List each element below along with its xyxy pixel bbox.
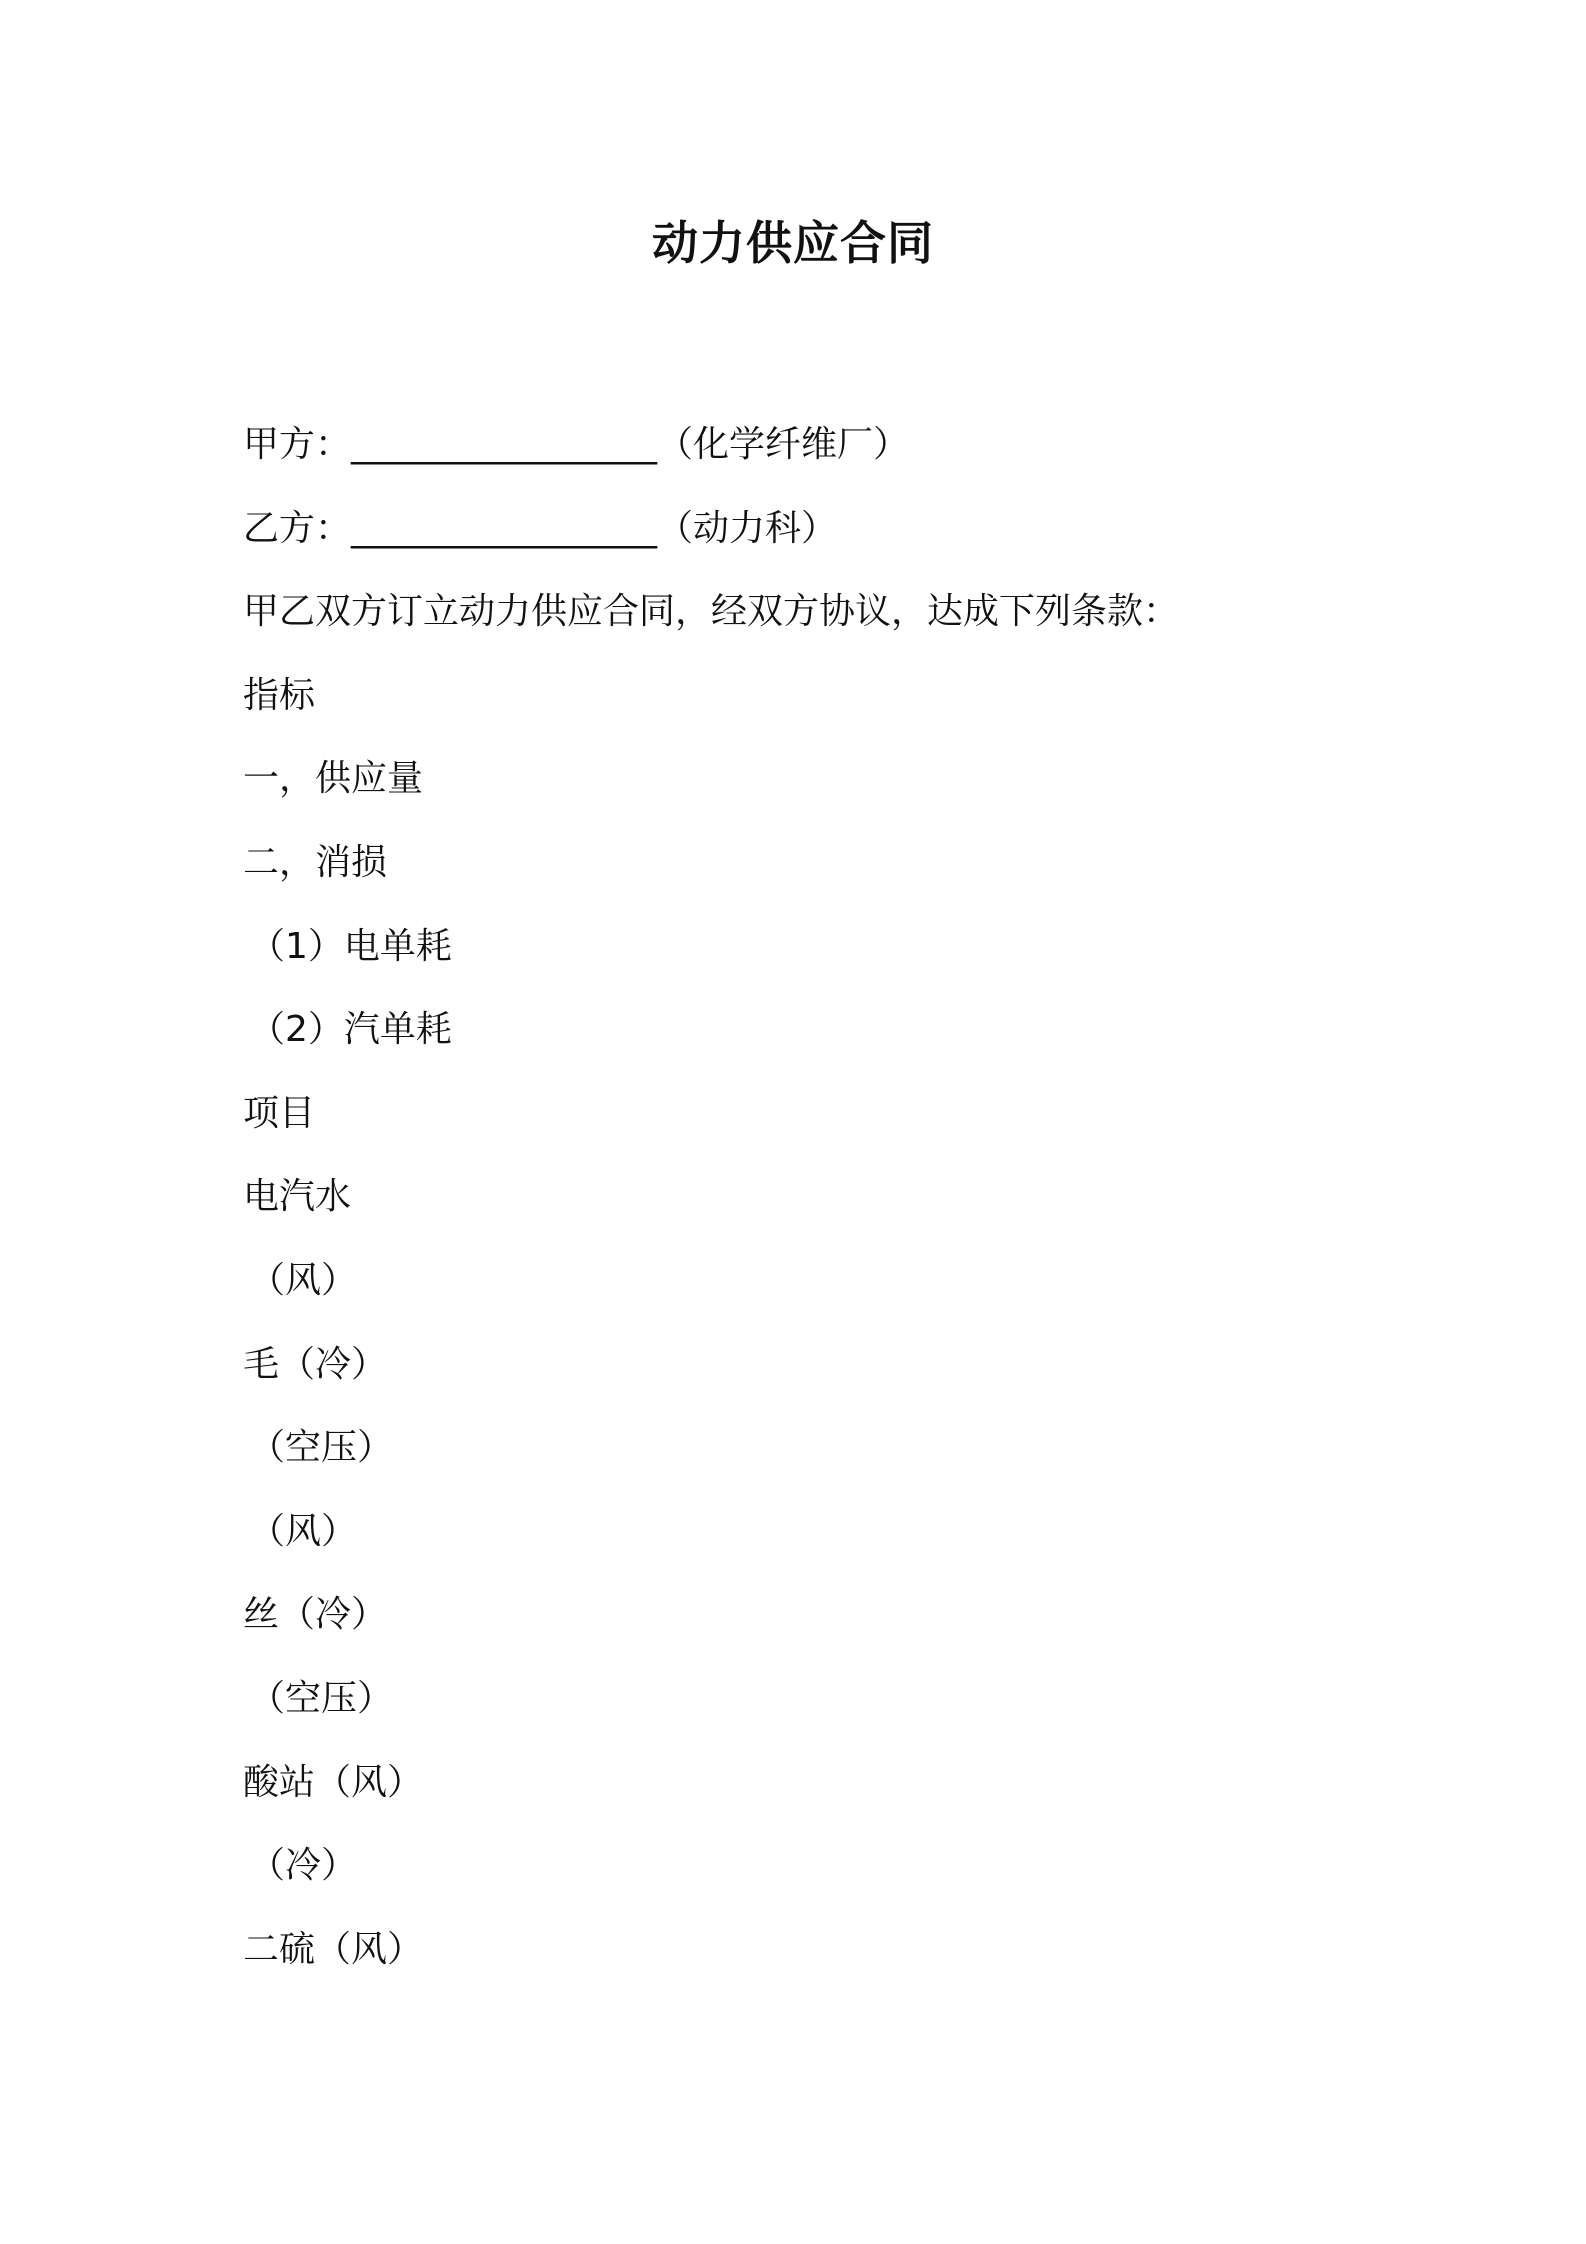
clause-supply-quantity: 一，供应量: [243, 758, 424, 800]
item-wind-2: （风）: [249, 1510, 358, 1552]
item-acid-station-wind: 酸站（风）: [243, 1761, 424, 1803]
party-b-line: 乙方：_________________（动力科）: [243, 507, 838, 549]
item-disulfide-wind: 二硫（风）: [243, 1928, 424, 1970]
document-title: 动力供应合同: [652, 216, 934, 270]
clause-consumption: 二，消损: [243, 841, 388, 883]
section-heading-indicators: 指标: [243, 674, 316, 716]
item-electricity-consumption: （1）电单耗: [249, 925, 452, 967]
item-silk-cold: 丝（冷）: [243, 1594, 388, 1636]
item-steam-consumption: （2）汽单耗: [249, 1009, 452, 1051]
party-a-line: 甲方：_________________（化学纤维厂）: [243, 424, 910, 465]
agreement-intro: 甲乙双方订立动力供应合同，经双方协议，达成下列条款：: [243, 591, 1180, 633]
item-electricity-steam-water: 电汽水: [243, 1176, 352, 1218]
item-air-compression-1: （空压）: [249, 1427, 394, 1469]
item-cold: （冷）: [249, 1845, 358, 1887]
document-body: [243, 403, 1343, 1991]
section-heading-items: 项目: [243, 1092, 316, 1134]
item-wind-1: （风）: [249, 1259, 358, 1301]
item-wool-cold: 毛（冷）: [243, 1343, 388, 1385]
item-air-compression-2: （空压）: [249, 1677, 394, 1719]
